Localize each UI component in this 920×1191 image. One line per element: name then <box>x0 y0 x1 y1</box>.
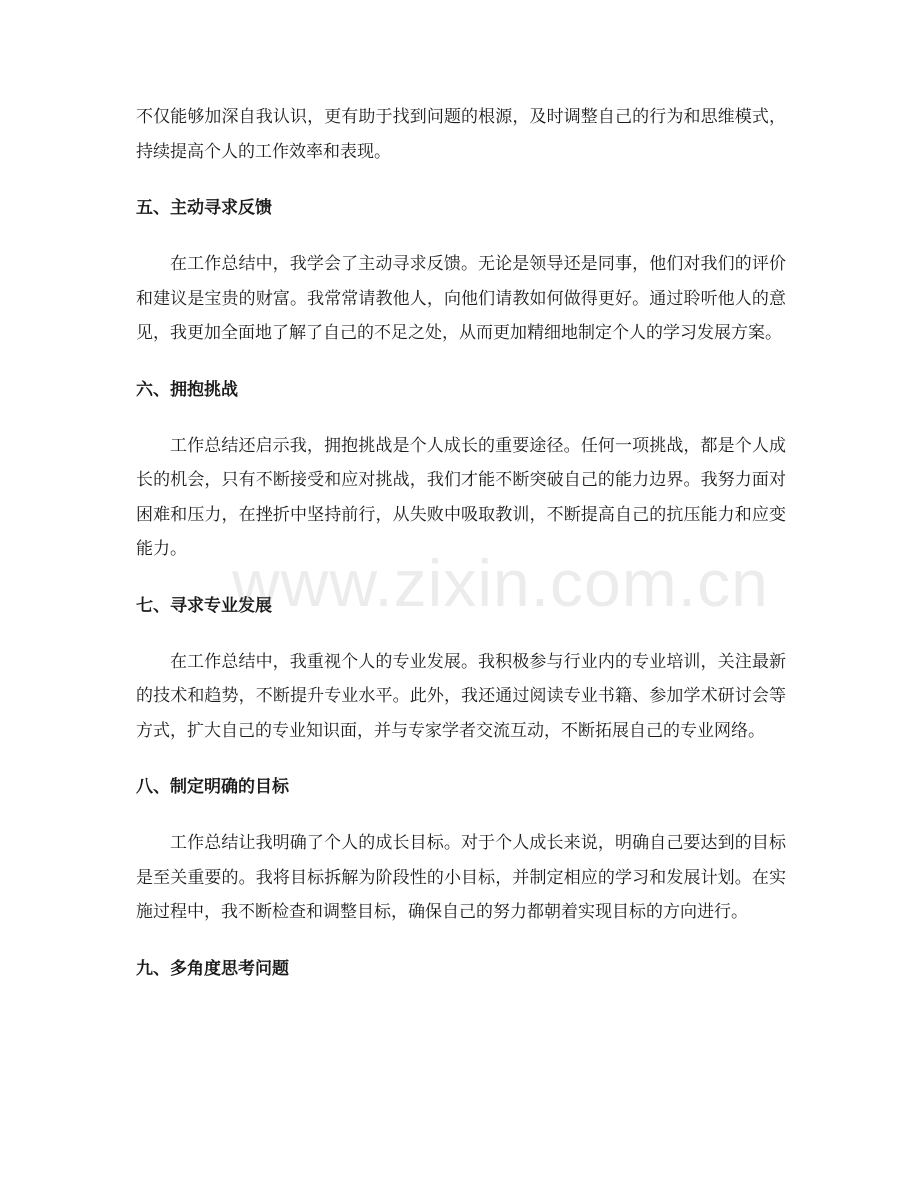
intro-paragraph: 不仅能够加深自我认识，更有助于找到问题的根源，及时调整自己的行为和思维模式，持续提高个人的工作效率和表现。 <box>136 107 786 162</box>
section-9 <box>136 952 786 986</box>
section-heading: 六、拥抱挑战 <box>136 379 238 400</box>
watermark-text: www.zixin.com.cn <box>232 546 769 620</box>
section-heading: 九、多角度思考问题 <box>136 958 289 979</box>
section-paragraph: 在工作总结中，我学会了主动寻求反馈。无论是领导还是同事，他们对我们的评价和建议是宝贵的财富。我常常请教他人，向他们请教如何做得更好。通过聆听他人的意见，我更加全面地了解了自己的不足之处，从而更加精细地制定个人的学习发展方案。 <box>136 254 786 343</box>
section-5 <box>136 191 786 351</box>
section-paragraph: 工作总结还启示我，拥抱挑战是个人成长的重要途径。任何一项挑战，都是个人成长的机会，只有不断接受和应对挑战，我们才能不断突破自己的能力边界。我努力面对困难和压力，在挫折中坚持前行，从失败中吸取教训，不断提高自己的抗压能力和应变能力。 <box>136 435 786 559</box>
section-6 <box>136 373 786 567</box>
section-7 <box>136 589 786 749</box>
section-heading: 五、主动寻求反馈 <box>136 198 272 218</box>
section-8 <box>136 770 786 930</box>
section-paragraph: 在工作总结中，我重视个人的专业发展。我积极参与行业内的专业培训，关注最新的技术和趋势，不断提升专业水平。此外，我还通过阅读专业书籍、参加学术研讨会等方式，扩大自己的专业知识面，并与专家学者交流互动，不断拓展自己的专业网络。 <box>136 651 786 741</box>
section-heading: 七、寻求专业发展 <box>136 595 272 616</box>
section-heading: 八、制定明确的目标 <box>136 777 289 797</box>
document-body <box>136 100 786 1008</box>
section-paragraph: 工作总结让我明确了个人的成长目标。对于个人成长来说，明确自己要达到的目标是至关重要的。我将目标拆解为阶段性的小目标，并制定相应的学习和发展计划。在实施过程中，我不断检查和调整目标，确保自己的努力都朝着实现目标的方向进行。 <box>136 833 786 922</box>
